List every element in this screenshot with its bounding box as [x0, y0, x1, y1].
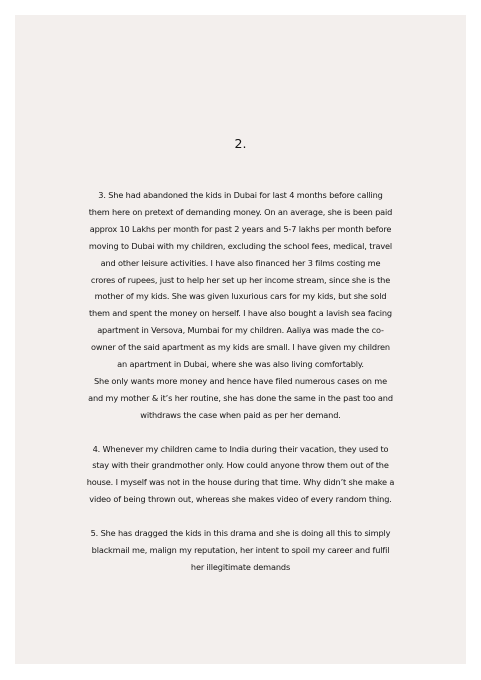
document-page: [15, 15, 466, 664]
paragraph-line: approx 10 Lakhs per month for past 2 years and 5-7 lakhs per month before: [89, 223, 392, 234]
paragraph-line: crores of rupees, just to help her set up her income stream, since she is the: [90, 274, 391, 285]
paragraph-line: 4. Whenever my children came to India during their vacation, they used to: [92, 443, 389, 454]
page-number: 2.: [234, 136, 247, 151]
paragraph-line: apartment in Versova, Mumbai for my children. Aaliya was made the co-: [97, 325, 384, 336]
document-body: [15, 187, 466, 576]
paragraph-line: 5. She has dragged the kids in this drama and she is doing all this to simply: [90, 528, 391, 539]
paragraph-line: stay with their grandmother only. How could anyone throw them out of the: [92, 460, 389, 471]
paragraph-spacer: [15, 424, 466, 441]
paragraph-line: moving to Dubai with my children, excluding the school fees, medical, travel: [88, 240, 393, 251]
paragraph-line: mother of my kids. She was given luxurious cars for my kids, but she sold: [94, 291, 387, 302]
paragraph-line: withdraws the case when paid as per her demand.: [140, 409, 341, 420]
paragraph-line: video of being thrown out, whereas she makes video of every random thing.: [89, 494, 392, 505]
paragraph-line: 3. She had abandoned the kids in Dubai for last 4 months before calling: [98, 190, 383, 200]
paragraph-line: house. I myself was not in the house during that time. Why didn’t she make a: [86, 477, 395, 488]
paragraph-line: and my mother & it’s her routine, she has done the same in the past too and: [88, 392, 393, 403]
paragraph-line: them and spent the money on herself. I have also bought a lavish sea facing: [89, 308, 392, 319]
paragraph-line: blackmail me, malign my reputation, her intent to spoil my career and fulfil: [91, 545, 390, 555]
paragraph-5: [15, 525, 466, 576]
paragraph-line: She only wants more money and hence have filed numerous cases on me: [93, 375, 388, 386]
paragraph-line: them here on pretext of demanding money. On an average, she is been paid: [88, 206, 393, 217]
paragraph-line: her illegitimate demands: [190, 561, 291, 572]
paragraph-line: an apartment in Dubai, where she was also living comfortably.: [117, 359, 364, 370]
paragraph-spacer: [15, 508, 466, 525]
paragraph-3: [15, 187, 466, 424]
paragraph-line: and other leisure activities. I have also financed her 3 films costing me: [100, 257, 381, 268]
paragraph-line: owner of the said apartment as my kids are small. I have given my children: [91, 342, 390, 353]
paragraph-4: [15, 441, 466, 509]
